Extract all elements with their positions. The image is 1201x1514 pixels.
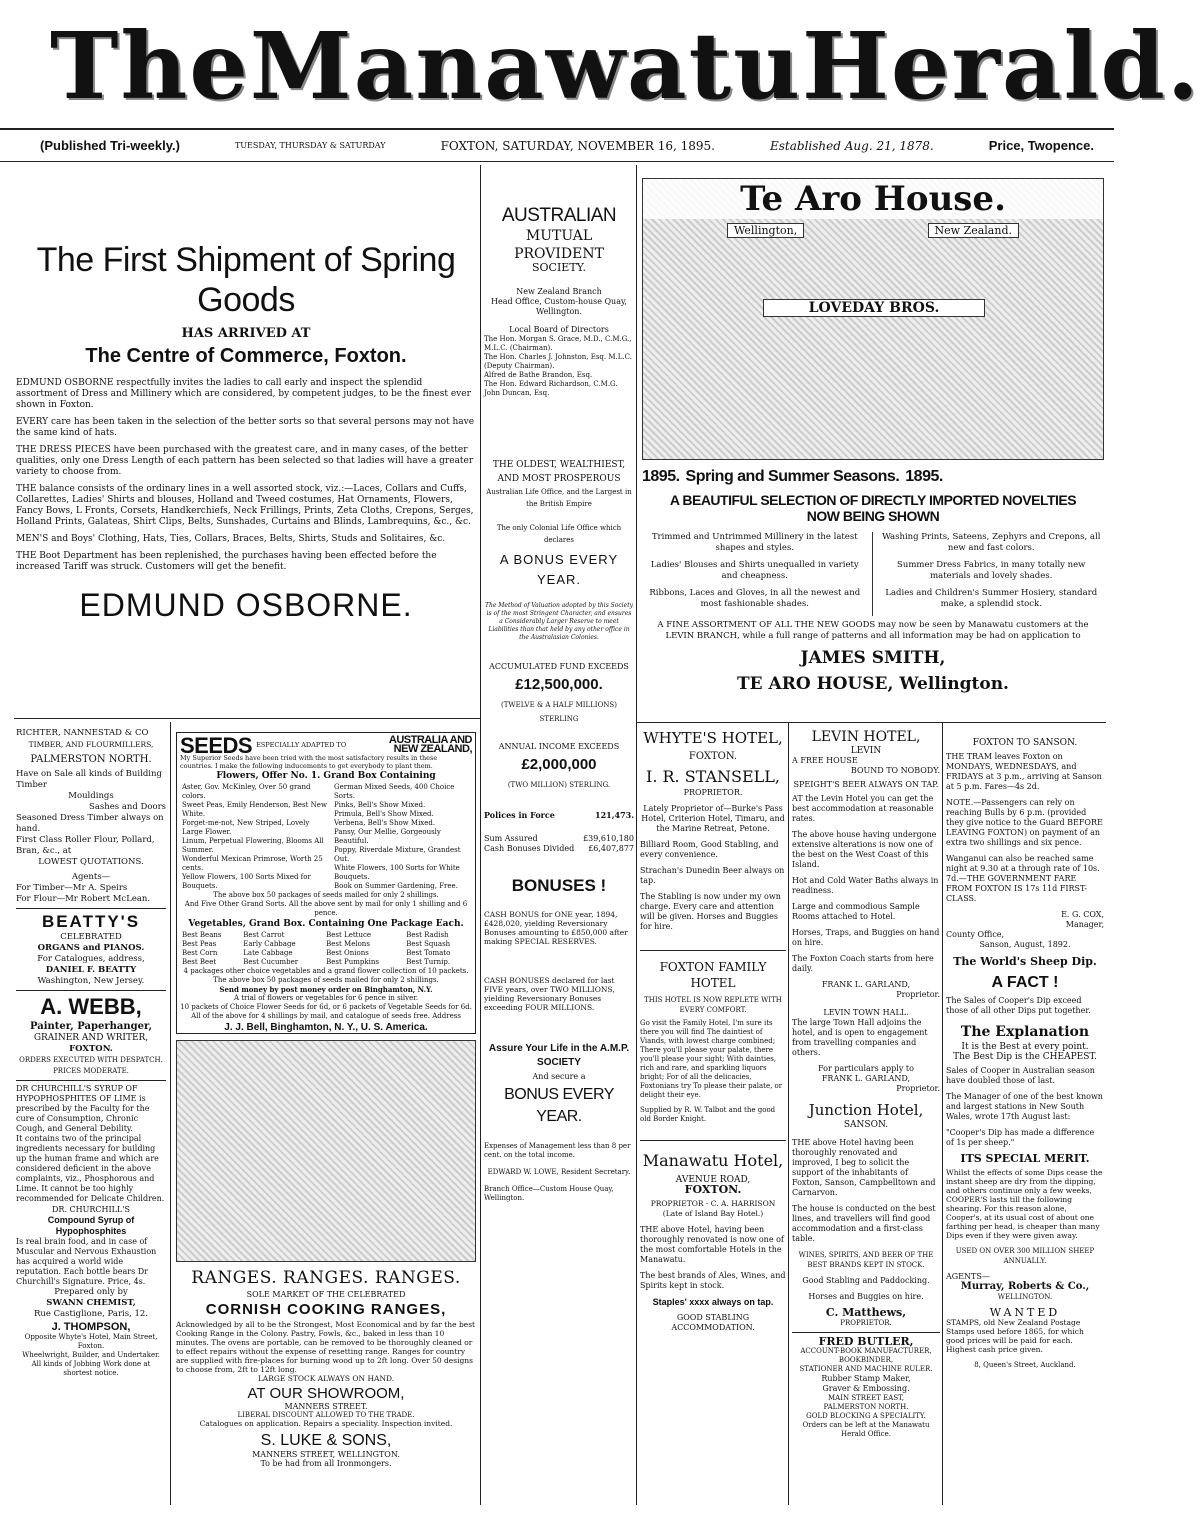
- beatty-sub: CELEBRATED: [60, 932, 122, 942]
- seeds-intro: My Superior Seeds have been tried with the most satisfactory results in these countries. I make the following inducements to get everybody to plant them.: [180, 754, 438, 770]
- ranges-luke: S. LUKE & SONS,: [260, 1432, 392, 1449]
- amp-director: The Hon. Morgan S. Grace, M.D., C.M.G., M.L.C. (Chairman).: [484, 335, 632, 352]
- amp-policies-row: [484, 810, 634, 820]
- butler-line: STATIONER AND MACHINE RULER.: [799, 1365, 933, 1373]
- butler-line: MAIN STREET EAST,: [827, 1394, 904, 1402]
- dip-explanation: The Explanation: [960, 1024, 1090, 1040]
- butler-line: ACCOUNT-BOOK MANUFACTURER,: [800, 1347, 932, 1355]
- webb-prices: PRICES MODERATE.: [53, 1067, 129, 1075]
- osborne-para: THE DRESS PIECES have been purchased with the greatest care, and in many cases, of the better qualities, only one Dress Length of each pattern has been selected so that ladies will have a greater variety to choose from.: [16, 445, 474, 477]
- seeds-adapted: ESPECIALLY ADAPTED TO: [256, 740, 347, 749]
- churchill-swann: SWANN CHEMIST,: [46, 1298, 136, 1308]
- amp-cash-row: [484, 844, 634, 854]
- amp-cash-label: Cash Bonuses Divided: [484, 844, 575, 853]
- ranges-advertisement: [176, 1040, 476, 1505]
- dip-quote: "Cooper's Dip has made a difference of 1s per sheep.": [946, 1128, 1095, 1147]
- webb-orders: ORDERS EXECUTED WITH DESPATCH.: [19, 1056, 163, 1064]
- whyte-title: WHYTE'S HOTEL,: [643, 729, 783, 747]
- whyte-town: FOXTON.: [688, 751, 738, 762]
- thompson-name: J. THOMPSON,: [51, 1321, 131, 1333]
- dip-cheap: The Best Dip is the CHEAPEST.: [953, 1052, 1097, 1062]
- amp-assure: Assure Your Life in the A.M.P. SOCIETY: [488, 1043, 630, 1068]
- churchill-dr: DR. CHURCHILL'S: [52, 1205, 130, 1214]
- seed-flower: Wonderful Mexican Primrose, Worth 25 cents.: [182, 855, 323, 872]
- dip-title: The World's Sheep Dip.: [953, 955, 1097, 968]
- wanted-title: WANTED: [989, 1306, 1061, 1319]
- amp-director: John Duncan, Esq.: [484, 389, 550, 397]
- right-column-ads: [946, 728, 1104, 1508]
- loveday-bros-sign: LOVEDAY BROS.: [763, 299, 985, 317]
- amp-fund: £12,500,000.: [515, 676, 603, 693]
- seed-flower: Pansy, Our Mellie, Gorgeously Beautiful.: [334, 828, 441, 845]
- richter-name: RICHTER, NANNESTAD & CO: [16, 728, 149, 738]
- amp-fund-words: (TWELVE & A HALF MILLIONS) STERLING: [501, 701, 617, 723]
- churchill-para: It contains two of the principal ingredients necessary for building up the human frame and which are considered deficient in the above complaints, viz., Phosphorous and Lime. It cannot be too highly recommended for Delicate Children.: [16, 1134, 165, 1203]
- te-aro-item: Summer Dress Fabrics, in many totally new materials and lovely shades.: [897, 560, 1086, 581]
- section-rule: [636, 722, 1106, 723]
- seed-veg: Best Onions: [326, 949, 369, 957]
- levin-body: The above house having undergone extensive alterations is now one of the best on the West Coast of this Island.: [792, 830, 937, 869]
- richter-line: Mouldings: [68, 791, 114, 801]
- amp-cash-value: £6,407,877: [588, 844, 634, 853]
- te-aro-now-showing: NOW BEING SHOWN: [806, 508, 940, 524]
- seed-veg: Best Melons: [326, 940, 370, 948]
- butler-line: Graver & Embossing.: [822, 1384, 910, 1393]
- seeds-offer: Flowers, Offer No. 1. Grand Box Containing: [216, 771, 436, 781]
- webb-name: A. WEBB,: [40, 994, 142, 1019]
- amp-sum-label: Sum Assured: [484, 834, 538, 843]
- seed-flower: Book on Summer Gardening, Free.: [334, 882, 458, 890]
- butler-name: FRED BUTLER,: [818, 1335, 914, 1348]
- seed-flower: Yellow Flowers, 100 Sorts Mixed for Bouquets.: [182, 873, 311, 890]
- seed-flower: Pinks, Bell's Show Mixed.: [334, 801, 426, 809]
- churchill-paris: Rue Castiglione, Paris, 12.: [33, 1309, 149, 1319]
- levin-speights: SPEIGHT'S BEER ALWAYS ON TAP.: [793, 780, 939, 789]
- webb-town: FOXTON.: [69, 1044, 113, 1054]
- junction-body: The house is conducted on the best lines, and travellers will find good accommodation and a first-class table.: [792, 1204, 936, 1243]
- ranges-cornish: CORNISH COOKING RANGES,: [205, 1301, 447, 1318]
- butler-line: BOOKBINDER,: [838, 1356, 894, 1364]
- seed-veg: Best Peas: [182, 940, 217, 948]
- whyte-stabling: The Stabling is now under my own charge. Every care and attention will be given. Horses and Buggies for hire.: [640, 892, 781, 931]
- whyte-beer: Strachan's Dunedin Beer always on tap.: [640, 866, 785, 885]
- seeds-trial: A trial of flowers or vegetables for 6 pence in silver.: [233, 994, 419, 1002]
- publication-days: TUESDAY, THURSDAY & SATURDAY: [234, 141, 386, 150]
- te-aro-house-advertisement: [642, 178, 1104, 718]
- junction-town: SANSON.: [843, 1120, 889, 1130]
- osborne-arrived: HAS ARRIVED AT: [181, 326, 311, 341]
- town-hall-body: The large Town Hall adjoins the hotel, and is open to engagement from travelling companies and others.: [792, 1018, 928, 1057]
- seeds-advertisement: [176, 732, 476, 1034]
- richter-agent: For Flour—Mr Robert McLean.: [16, 894, 151, 904]
- manawatu-hotel-ales: The best brands of Ales, Wines, and Spirits kept in stock.: [640, 1271, 786, 1290]
- seeds-title: SEEDS: [180, 732, 253, 758]
- manawatu-hotel-title: Manawatu Hotel,: [642, 1151, 784, 1170]
- dip-murray: Murray, Roberts & Co.,: [960, 1281, 1090, 1292]
- seed-veg: Best Radish: [406, 931, 449, 939]
- amp-cash-bonus: CASH BONUS for ONE year, 1894, £428,020, yielding Reversionary Bonuses amounting to £850,000 after making SPECIAL RESERVES.: [484, 910, 628, 946]
- levin-garland-role: Proprietor.: [896, 990, 940, 999]
- amp-branch-office: Branch Office—Custom House Quay, Wellington.: [484, 1185, 614, 1202]
- te-aro-item: Washing Prints, Sateens, Zephyrs and Crepons, all new and fast colors.: [882, 532, 1101, 553]
- masthead: [40, 6, 1201, 126]
- te-aro-house-wellington: TE ARO HOUSE, Wellington.: [737, 674, 1009, 694]
- osborne-para: THE balance consists of the ordinary lines in a well assorted stock, viz.:—Laces, Collars and Cuffs, Collarettes, Ladies' Shirts and blouses, Holland and Tweed costumes, Hat Ornaments, Flowers, Fancy Bows, L Fronts, Corsets, Handkerchiefs, Neck Frillings, Prints, Zeta Cloths, Crepons, Serges, Holland Prints, Galateas, Shirt Clips, Belts, Sunshades, Curtains and Blinds, Lambrequins, &c., &c.: [16, 484, 474, 527]
- amp-director: The Hon. Edward Richardson, C.M.G.: [484, 380, 618, 388]
- amp-secure: And secure a: [532, 1072, 586, 1081]
- whyte-billiard: Billiard Room, Good Stabling, and every convenience.: [640, 840, 779, 859]
- thompson-line: Opposite Whyte's Hotel, Main Street, Foxton.: [24, 1333, 158, 1350]
- seed-flower: Aster, Gov. McKinley, Over 50 grand colors.: [182, 783, 311, 800]
- seed-flower: Verbena, Bell's Show Mixed.: [334, 819, 436, 827]
- te-aro-item: Ladies' Blouses and Shirts unequalled in variety and cheapness.: [650, 560, 859, 581]
- column-rule: [636, 165, 637, 1505]
- ranges-had: To be had from all Ironmongers.: [260, 1459, 392, 1468]
- coach-county: County Office,: [946, 930, 1005, 939]
- established-date: Established Aug. 21, 1878.: [770, 138, 934, 153]
- seed-veg: Best Pumpkins: [326, 958, 379, 966]
- town-hall-role: Proprietor.: [896, 1084, 940, 1093]
- seed-flower: German Mixed Seeds, 400 Choice Sorts.: [334, 783, 455, 800]
- coach-name: E. G. COX,: [1061, 910, 1104, 919]
- amp-director: Alfred de Bathe Brandon, Esq.: [484, 371, 593, 379]
- junction-name: C. Matthews,: [825, 1306, 907, 1319]
- richter-agent: For Timber—Mr A. Speirs: [16, 883, 128, 893]
- seed-veg: Best Cucumber: [243, 958, 299, 966]
- wanted-address: 8, Queen's Street, Auckland.: [974, 1361, 1076, 1369]
- amp-sum-row: [484, 834, 634, 844]
- richter-line: First Class Roller Flour, Pollard, Bran, &c., at: [16, 835, 155, 856]
- seeds-australia: AUSTRALIA AND NEW ZEALAND,: [388, 734, 472, 755]
- ranges-showroom: AT OUR SHOWROOM,: [247, 1385, 405, 1402]
- butler-line: Rubber Stamp Maker,: [821, 1374, 911, 1383]
- richter-line: LOWEST QUOTATIONS.: [38, 857, 144, 867]
- osborne-para: EDMUND OSBORNE respectfully invites the ladies to call early and inspect the splendid assortment of Dress and Millinery which are considered, by competent judges, to be the finest ever shown in Foxton.: [16, 378, 471, 410]
- amp-branch: New Zealand Branch: [516, 287, 602, 296]
- manawatu-hotel-staples: Staples' xxxx always on tap.: [652, 1297, 774, 1307]
- seeds-five: And Five Other Grand Sorts. All the above sent by mail for only 1 shilling and 6 pence.: [184, 900, 468, 917]
- osborne-headline: The First Shipment of Spring: [36, 241, 456, 279]
- manawatu-hotel-proprietor: PROPRIETOR - C. A. HARRISON: [650, 1199, 776, 1208]
- amp-title: SOCIETY.: [531, 261, 587, 274]
- seed-veg: Best Carrot: [243, 931, 285, 939]
- amp-bonuses: BONUSES !: [511, 876, 607, 895]
- ranges-discount: LIBERAL DISCOUNT ALLOWED TO THE TRADE.: [237, 1411, 415, 1419]
- coach-note: NOTE.—Passengers can rely on reaching Bulls by 6 p.m. (provided they give notice to the Guard BEFORE LEAVING FOXTON) on payment of an extra two shillings and six pence.: [946, 798, 1103, 847]
- seed-veg: Best Turnip.: [406, 958, 451, 966]
- whyte-owner: I. R. STANSELL,: [646, 767, 780, 786]
- coach-role: Manager,: [1065, 920, 1104, 929]
- amp-board: Local Board of Directors: [509, 325, 609, 334]
- levin-title: LEVIN HOTEL,: [811, 729, 921, 745]
- dip-agents: AGENTS—: [946, 1272, 990, 1281]
- manawatu-hotel-body: THE above Hotel, having been thoroughly renovated is now one of the most comfortable Hotels in the Manawatu.: [640, 1225, 784, 1264]
- richter-line: Have on Sale all kinds of Building Timber: [16, 769, 162, 790]
- column-rule: [170, 722, 171, 1505]
- dip-sales-2: Sales of Cooper in Australian season have doubled those of last.: [946, 1066, 1095, 1085]
- amp-society-column: [484, 205, 634, 1505]
- coach-body: THE TRAM leaves Foxton on MONDAYS, WEDNESDAYS, and FRIDAYS at 3 p.m., arriving at Sanson at 5 p.m. Fares—4s 2d.: [946, 752, 1102, 791]
- seed-veg: Best Tomato: [406, 949, 451, 957]
- te-aro-wellington: Wellington,: [727, 223, 804, 238]
- churchill-prepared: Prepared only by: [54, 1287, 128, 1297]
- seeds-ten: 10 packets of Choice Flower Seeds for 6d, or 6 packets of Vegetable Seeds for 6d.: [180, 1003, 472, 1011]
- seeds-packages: 4 packages other choice vegetables and a grand flower collection of 10 packets. The above box 50 packages of seeds mailed for only 2 shillings.: [183, 967, 469, 984]
- amp-income: £2,000,000: [521, 756, 597, 773]
- te-aro-year: 1895.: [642, 468, 680, 485]
- coach-date: Sanson, August, 1892.: [979, 940, 1071, 949]
- osborne-para: MEN'S and Boys' Clothing, Hats, Ties, Collars, Braces, Belts, Shirts, Studs and Solitaires, &c.: [16, 534, 446, 544]
- junction-stabling: Good Stabling and Paddocking.: [802, 1276, 930, 1285]
- masthead-word-manawatu: Manawatu: [249, 12, 803, 120]
- richter-trade: TIMBER, AND FLOURMILLERS,: [28, 740, 154, 749]
- osborne-advertisement: [16, 240, 476, 710]
- butler-line: Orders can be left at the Manawatu Herald Office.: [802, 1421, 930, 1438]
- kitchen-range-illustration: [176, 1040, 476, 1262]
- amp-accumulated-label: ACCUMULATED FUND EXCEEDS: [489, 662, 629, 671]
- levin-bound: BOUND TO NOBODY.: [850, 766, 940, 775]
- published-frequency: (Published Tri-weekly.): [40, 138, 180, 153]
- amp-expenses: Expenses of Management less than 8 per cent. on the total income.: [484, 1142, 631, 1159]
- family-replete: THIS HOTEL IS NOW REPLETE WITH EVERY COMFORT.: [644, 996, 782, 1014]
- richter-town: PALMERSTON NORTH.: [30, 754, 152, 765]
- amp-cash-bonuses: CASH BONUSES declared for last FIVE years, over TWO MILLIONS, yielding Reversionary Bonuses exceeding FOUR MILLIONS.: [484, 976, 615, 1012]
- osborne-signature: EDMUND OSBORNE.: [79, 587, 413, 623]
- amp-secretary: EDWARD W. LOWE, Resident Secretary.: [487, 1168, 631, 1176]
- dip-merit-body: Whilst the effects of some Dips cease the instant sheep are dry from the dipping, and others continue only a few weeks, COOPER'S lasts till the following shearing. For this reason alone, Cooper's, at its usual cost of about one farthing per head, is cheaper than many Dips even if they were given away.: [946, 1168, 1103, 1240]
- osborne-para: THE Boot Department has been replenished, the purchases having been effected before the increased Tariff was struck. Customers will get the benefit.: [16, 551, 437, 572]
- masthead-word-herald: Herald.: [802, 12, 1201, 120]
- te-aro-item: Ribbons, Laces and Gloves, in all the newest and most fashionable shades.: [649, 588, 861, 609]
- family-title: FOXTON FAMILY HOTEL: [659, 960, 767, 990]
- richter-agents: Agents—: [71, 872, 111, 882]
- levin-horses: Horses, Traps, and Buggies on hand on hire.: [792, 928, 940, 947]
- ranges-stock: LARGE STOCK ALWAYS ON HAND.: [257, 1374, 395, 1383]
- family-supplied: Supplied by R. W. Talbot and the good old Border Knight.: [640, 1106, 776, 1123]
- richter-line: Sashes and Doors: [89, 802, 166, 812]
- ranges-title: RANGES. RANGES. RANGES.: [191, 1268, 461, 1288]
- beatty-catalogue: For Catalogues, address,: [37, 954, 145, 964]
- town-hall-title: LEVIN TOWN HALL.: [823, 1008, 909, 1017]
- town-hall-apply: For particulars apply to: [818, 1064, 914, 1073]
- manawatu-hotel-road: AVENUE ROAD,: [675, 1175, 751, 1185]
- levin-body: AT the Levin Hotel you can get the best accommodation at reasonable rates.: [792, 794, 934, 823]
- amp-income-label: ANNUAL INCOME EXCEEDS: [498, 742, 620, 751]
- amp-bonus-every-year-2: BONUS EVERY YEAR.: [504, 1086, 614, 1125]
- thompson-line: Wheelwright, Builder, and Undertaker.: [22, 1351, 160, 1359]
- seed-flower: Forget-me-not, New Striped, Lovely Large Flower.: [182, 819, 310, 836]
- webb-grainer: GRAINER AND WRITER,: [33, 1033, 149, 1043]
- coach-title: FOXTON TO SANSON.: [972, 738, 1078, 748]
- te-aro-james-smith: JAMES SMITH,: [800, 648, 946, 668]
- seed-veg: Best Beans: [182, 931, 222, 939]
- seed-flower: Sweet Peas, Emily Henderson, Best New White.: [182, 801, 327, 818]
- whyte-proprietor: PROPRIETOR.: [683, 788, 743, 797]
- price: Price, Twopence.: [988, 138, 1094, 153]
- column-rule: [788, 722, 789, 1505]
- levin-town: LEVIN: [850, 746, 882, 756]
- levin-free: A FREE HOUSE: [792, 756, 858, 765]
- amp-colonial: The only Colonial Life Office which declares: [496, 524, 622, 544]
- seed-veg: Best Beet: [182, 958, 217, 966]
- levin-baths: Hot and Cold Water Baths always in readiness.: [792, 876, 939, 895]
- te-aro-title: Te Aro House.: [643, 179, 1103, 219]
- junction-wines: WINES, SPIRITS, AND BEER OF THE BEST BRANDS KEPT IN STOCK.: [798, 1251, 934, 1269]
- churchill-compound: Compound Syrup of Hypophosphites: [47, 1215, 135, 1236]
- dip-best: It is the Best at every point.: [961, 1042, 1089, 1052]
- seed-veg: Best Squash: [406, 940, 451, 948]
- junction-body: THE above Hotel having been thoroughly renovated and improved, I beg to solicit the support of the inhabitants of Foxton, Sanson, Campbelltown and Carnarvon.: [792, 1138, 936, 1197]
- beatty-organs: ORGANS and PIANOS.: [37, 943, 145, 953]
- te-aro-season: Spring and Summer Seasons.: [685, 468, 900, 485]
- junction-horses: Horses and Buggies on hire.: [808, 1292, 924, 1301]
- beatty-place: Washington, New Jersey.: [37, 976, 145, 986]
- te-aro-fine: A FINE ASSORTMENT OF ALL THE NEW GOODS may now be seen by Manawatu customers at the LEVIN BRANCH, while a full range of patterns and all information may be had on application to: [657, 620, 1089, 641]
- richter-line: Seasoned Dress Timber always on hand.: [16, 813, 164, 834]
- te-aro-house-illustration: [642, 178, 1104, 460]
- te-aro-new-zealand: New Zealand.: [928, 223, 1019, 238]
- seed-veg: Best Corn: [182, 949, 218, 957]
- town-hall-name: FRANK L. GARLAND,: [821, 1074, 911, 1083]
- section-rule: [14, 718, 480, 719]
- beatty-daniel: DANIEL F. BEATTY: [45, 965, 137, 975]
- amp-bonus-every-year: A BONUS EVERY YEAR.: [499, 552, 619, 587]
- seed-flower: White Flowers, 100 Sorts for White Bouquets.: [334, 864, 460, 881]
- levin-coach: The Foxton Coach starts from here daily.: [792, 954, 934, 973]
- amp-sum-value: £39,610,180: [583, 834, 634, 843]
- dip-merit: ITS SPECIAL MERIT.: [960, 1152, 1090, 1165]
- manawatu-hotel-late: (Late of Island Bay Hotel.): [662, 1209, 764, 1218]
- dateline: [0, 128, 1114, 162]
- hotels-column-one: [640, 728, 786, 1508]
- te-aro-beautiful: A BEAUTIFUL SELECTION OF DIRECTLY IMPORTED NOVELTIES: [669, 492, 1077, 508]
- ranges-address: MANNERS STREET, WELLINGTON.: [252, 1450, 400, 1459]
- ranges-catalogue: Catalogues on application. Repairs a speciality. Inspection invited.: [199, 1419, 453, 1428]
- amp-method: The Method of Valuation adopted by this Society is of the most Stringent Character, and ensures a Considerably Larger Reserve to meet Liabilities than that held by any other office in the Australasian Colonies.: [484, 602, 634, 641]
- whyte-late: Lately Proprietor of—Burke's Pass Hotel, Criterion Hotel, Timaru, and the Marine Retreat, Petone.: [641, 804, 785, 833]
- te-aro-item: Trimmed and Untrimmed Millinery in the latest shapes and styles.: [651, 532, 858, 553]
- seed-veg: Late Cabbage: [243, 949, 293, 957]
- levin-sample: Large and commodious Sample Rooms attached to Hotel.: [792, 902, 920, 921]
- dip-wellington: WELLINGTON.: [997, 1293, 1053, 1301]
- butler-line: GOLD BLOCKING A SPECIALITY.: [806, 1412, 926, 1420]
- seeds-veg: Vegetables, Grand Box. Containing One Package Each.: [188, 919, 464, 929]
- te-aro-item: Ladies and Children's Summer Hosiery, standard make, a splendid stock.: [885, 588, 1098, 609]
- seeds-send: Send money by post money order on Binghamton, N.Y.: [219, 985, 433, 994]
- thompson-line: All kinds of Jobbing Work done at shortest notice.: [31, 1360, 151, 1377]
- osborne-headline-goods: Goods: [197, 281, 295, 319]
- amp-policies-value: 121,473.: [595, 810, 634, 820]
- column-rule: [480, 165, 481, 1505]
- ranges-body: Acknowledged by all to be the Strongest, Most Economical and by far the best Cooking Range in the Colony. Pastry, Fowls, &c., baked in less than 10 minutes. The ovens are portable, can be removed to be thoroughly cleaned or to effect repairs without the expense of resetting range. Ranges for country are supplied with fire-places for burning wood up to 2ft long. Over 50 designs to choose from, 2ft to 12ft long.: [176, 1320, 476, 1374]
- seeds-all: All of the above for 4 shillings by mail, and catalogue of seeds free. Address: [191, 1012, 461, 1020]
- hotels-column-two: [792, 728, 940, 1508]
- junction-title: Junction Hotel,: [808, 1101, 924, 1119]
- issue-date: FOXTON, SATURDAY, NOVEMBER 16, 1895.: [440, 138, 715, 153]
- seeds-above: The above box 50 packages of seeds mailed for only 2 shillings.: [213, 891, 439, 899]
- amp-title: AUSTRALIAN: [501, 205, 617, 226]
- osborne-centre: The Centre of Commerce, Foxton.: [85, 345, 407, 367]
- amp-title: MUTUAL PROVIDENT: [514, 228, 604, 262]
- dip-sales: The Sales of Cooper's Dip exceed those of all other Dips put together.: [946, 996, 1091, 1015]
- coach-wanganui: Wanganui can also be reached same night at 9.30 at a through rate of 10s. 7d.—THE GOVERNMENT FARE FROM FOXTON IS 17s 11d FIRST-CLASS.: [946, 854, 1100, 903]
- ranges-street: MANNERS STREET.: [284, 1402, 368, 1411]
- seed-flower: Primula, Bell's Show Mixed.: [334, 810, 434, 818]
- webb-trade: Painter, Paperhanger,: [29, 1021, 153, 1032]
- seeds-address: J. J. Bell, Binghamton, N. Y., U. S. America.: [224, 1022, 428, 1033]
- manawatu-hotel-stabling: GOOD STABLING ACCOMMODATION.: [671, 1313, 755, 1332]
- churchill-para: Is real brain food, and in case of Muscular and Nervous Exhaustion has acquired a world wide reputation. Each bottle bears Dr Churchill's Signature. Price, 4s.: [16, 1237, 157, 1286]
- wanted-body: STAMPS, old New Zealand Postage Stamps used before 1865, for which good prices will be paid for each. Highest cash price given.: [946, 1318, 1084, 1354]
- te-aro-season-row: [642, 468, 1104, 486]
- beatty-name: BEATTY'S: [41, 912, 141, 931]
- family-poem: Go visit the Family Hotel, I'm sure its there you will find The daintiest of Viands, with lowest charge combined; There you'll please your palate, there you'll please your sight; With dainties, rich and rare, and sparkling liquors bright; For of all the delicacies, Foxtonians try To please their palate, or delight their eye.: [640, 1019, 783, 1099]
- amp-policies-label: Polices in Force: [484, 810, 555, 820]
- seed-flower: Poppy, Riverdale Mixture, Grandest Out.: [334, 846, 461, 863]
- churchill-head: DR CHURCHILL'S SYRUP OF HYPOPHOSPHITES OF LIME is prescribed by the Faculty for the cure of Consumption, Chronic Cough, and General Debility.: [16, 1084, 150, 1133]
- column-rule: [942, 722, 943, 1505]
- masthead-word-the: The: [50, 12, 250, 120]
- seed-veg: Early Cabbage: [243, 940, 296, 948]
- amp-oldest: THE OLDEST, WEALTHIEST, AND MOST PROSPEROUS: [492, 460, 626, 484]
- dip-fact: A FACT !: [991, 974, 1059, 991]
- levin-garland: FRANK L. GARLAND,: [821, 980, 911, 989]
- amp-director: The Hon. Charles J. Johnston, Esq. M.L.C. (Deputy Chairman).: [484, 353, 632, 370]
- te-aro-year: 1895.: [905, 468, 943, 485]
- amp-income-words: (TWO MILLION) STERLING.: [507, 781, 611, 789]
- dip-manager: The Manager of one of the best known and largest stations in New South Wales, wrote 17th August last:: [946, 1092, 1103, 1121]
- ranges-sole: SOLE MARKET OF THE CELEBRATED: [246, 1290, 406, 1299]
- amp-largest: Australian Life Office, and the Largest in the British Empire: [486, 488, 632, 508]
- seed-flower: Linum, Perpetual Flowering, Blooms All Summer.: [182, 837, 324, 854]
- left-column-ads: [16, 728, 166, 1508]
- seed-veg: Best Lettuce: [326, 931, 372, 939]
- butler-line: PALMERSTON NORTH.: [823, 1403, 909, 1411]
- manawatu-hotel-town: FOXTON.: [684, 1183, 742, 1196]
- junction-role: PROPRIETOR.: [840, 1319, 892, 1327]
- amp-office: Head Office, Custom-house Quay, Wellington.: [491, 297, 627, 316]
- dip-used: USED ON OVER 300 MILLION SHEEP ANNUALLY.: [955, 1247, 1095, 1265]
- osborne-para: EVERY care has been taken in the selection of the better sorts so that several persons may not have the same kind of hats.: [16, 417, 475, 438]
